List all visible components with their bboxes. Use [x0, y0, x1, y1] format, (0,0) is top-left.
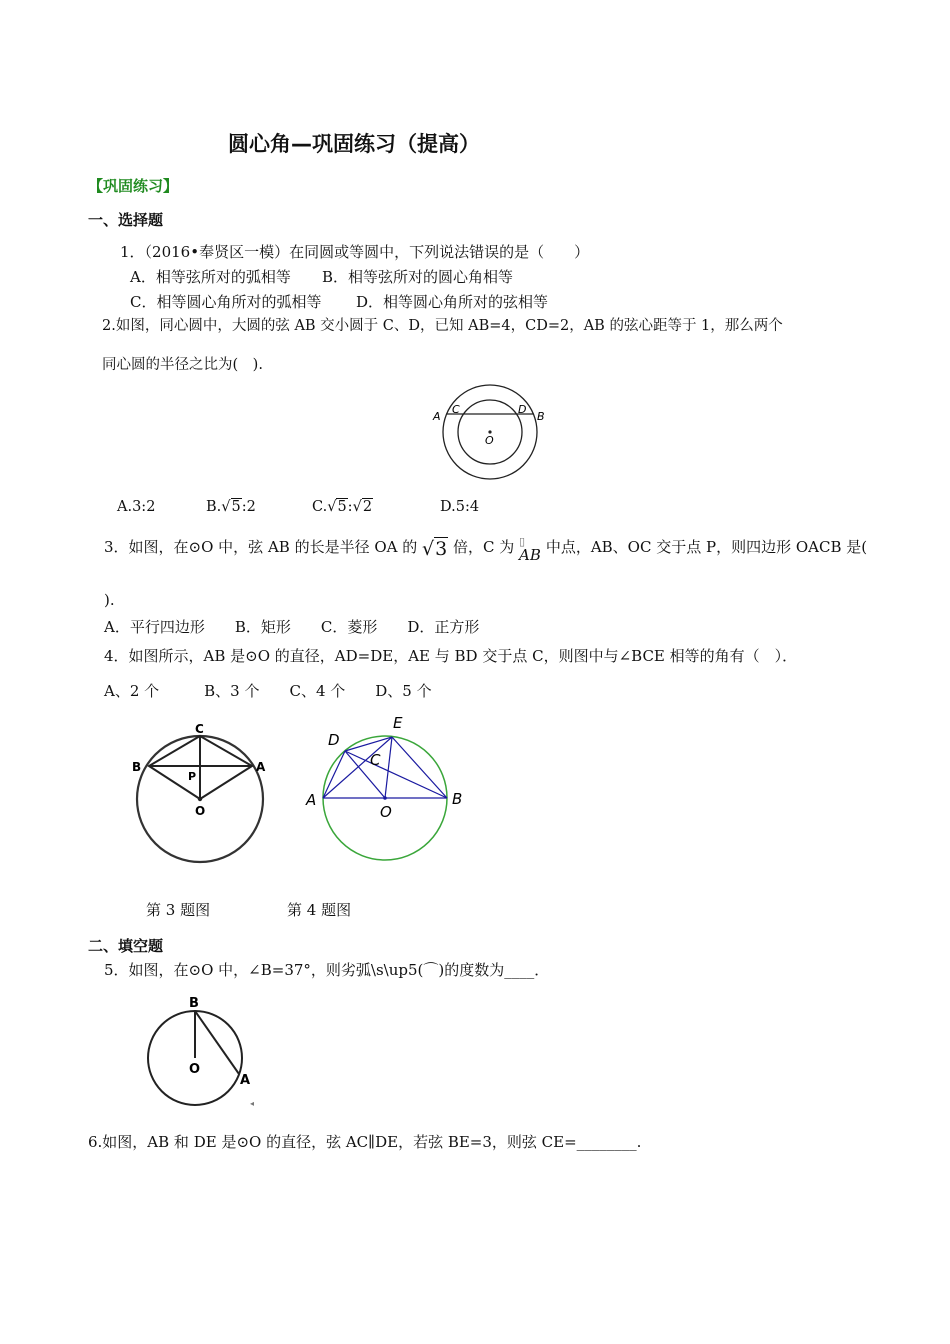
q4-chord-ad — [323, 751, 345, 798]
q2-option-b-radicand: 5 — [231, 499, 241, 515]
q4-label-b: B — [452, 790, 463, 808]
q3-label-o: O — [195, 804, 206, 818]
q2-option-c-radicand1: 5 — [337, 499, 347, 515]
q3-options: A．平行四边形 B．矩形 C．菱形 D．正方形 — [104, 618, 480, 636]
q2-option-a: A.3:2 — [117, 499, 156, 515]
q3-stem-part-b: 倍，C 为 — [453, 538, 515, 556]
q2-option-d: D.5:4 — [440, 499, 480, 515]
q4-figure-caption: 第 4 题图 — [287, 901, 352, 919]
q1-option-b: B．相等弦所对的圆心角相等 — [322, 268, 514, 286]
q4-label-o: O — [380, 803, 392, 821]
q2-stem-line1: 2.如图，同心圆中，大圆的弦 AB 交小圆于 C、D，已知 AB=4，CD=2，AB 的弦心距等于 1，那么两个 — [102, 318, 783, 334]
q2-option-c-sqrt2: √2 — [352, 499, 373, 515]
q4-label-c: C — [370, 751, 381, 769]
q3-radicand: 3 — [435, 538, 448, 560]
q2-option-b — [206, 497, 256, 517]
q1-option-c: C．相等圆心角所对的弧相等 — [130, 293, 322, 311]
q2-option-c-radicand2: 2 — [362, 499, 373, 515]
q2-label-a: A — [433, 410, 441, 423]
q3-center-dot — [198, 797, 202, 801]
q3-stem-part-a: 3．如图，在⊙O 中，弦 AB 的长是半径 OA 的 — [104, 538, 418, 556]
q3-arc-ab — [519, 535, 541, 564]
q5-stem: 5．如图，在⊙O 中，∠B=37°，则劣弧\s\up5(⌒)的度数为____． — [104, 961, 550, 979]
q5-label-o: O — [189, 1062, 201, 1077]
q4-options: A、2 个 B、3 个 C、4 个 D、5 个 — [104, 682, 432, 700]
q4-stem: 4．如图所示，AB 是⊙O 的直径，AD=DE，AE 与 BD 交于点 C，则图中与∠BCE 相等的角有（ ）． — [104, 647, 798, 665]
q3-figure-caption: 第 3 题图 — [146, 901, 211, 919]
q4-line-oe — [385, 737, 392, 798]
q3-sqrt: √3 — [422, 538, 448, 560]
q3-arc-label: AB — [519, 546, 541, 564]
q5-label-b: B — [189, 996, 199, 1011]
q3-label-p: P — [188, 770, 197, 783]
q1-option-a: A．相等弦所对的弧相等 — [130, 268, 291, 286]
q2-option-b-prefix: B. — [206, 499, 222, 515]
q2-option-b-suffix: :2 — [241, 499, 256, 515]
q6-stem: 6.如图，AB 和 DE 是⊙O 的直径，弦 AC∥DE，若弦 BE=3，则弦 CE=________. — [88, 1133, 642, 1151]
part2-heading: 二、填空题 — [88, 937, 164, 955]
q1-stem: 1．（2016•奉贤区一模）在同圆或等圆中，下列说法错误的是（ ） — [120, 243, 590, 261]
q4-figure — [300, 708, 475, 872]
q2-option-c — [312, 497, 373, 517]
q2-label-c: C — [452, 403, 460, 416]
q4-label-a: A — [306, 791, 317, 809]
q2-stem-line2: 同心圆的半径之比为( ). — [102, 357, 263, 373]
q2-option-b-sqrt: √5 — [221, 499, 241, 515]
q2-option-c-colon: : — [347, 499, 353, 515]
q5-chord-ab — [195, 1011, 239, 1074]
q1-option-d: D．相等圆心角所对的弦相等 — [356, 293, 549, 311]
page-title: 圆心角—巩固练习（提高） — [228, 132, 480, 156]
q3-arc-box: ▯ — [519, 535, 526, 548]
q2-label-o: O — [485, 434, 494, 447]
q2-option-c-sqrt1: √5 — [327, 499, 347, 515]
q2-label-b: B — [537, 410, 545, 423]
section-label: 【巩固练习】 — [88, 177, 179, 195]
q2-label-d: D — [518, 403, 527, 416]
q2-option-c-prefix: C. — [312, 499, 328, 515]
q5-figure — [140, 992, 265, 1114]
q2-figure — [428, 380, 552, 484]
q3-stem-line2: ). — [104, 591, 115, 609]
q4-label-e: E — [393, 714, 403, 732]
q5-label-a: A — [240, 1073, 251, 1088]
q3-stem-part-c: 中点，AB、OC 交于点 P，则四边形 OACB 是( — [545, 538, 868, 556]
q4-center-dot — [383, 796, 387, 800]
q5-figure-mark: ◂ — [250, 1099, 255, 1108]
q3-label-b: B — [132, 760, 142, 774]
q3-stem — [104, 535, 868, 564]
q3-figure — [126, 716, 276, 868]
part1-heading: 一、选择题 — [88, 211, 164, 229]
q3-label-c: C — [195, 722, 204, 736]
q4-label-d: D — [328, 731, 340, 749]
q3-label-a: A — [256, 760, 266, 774]
